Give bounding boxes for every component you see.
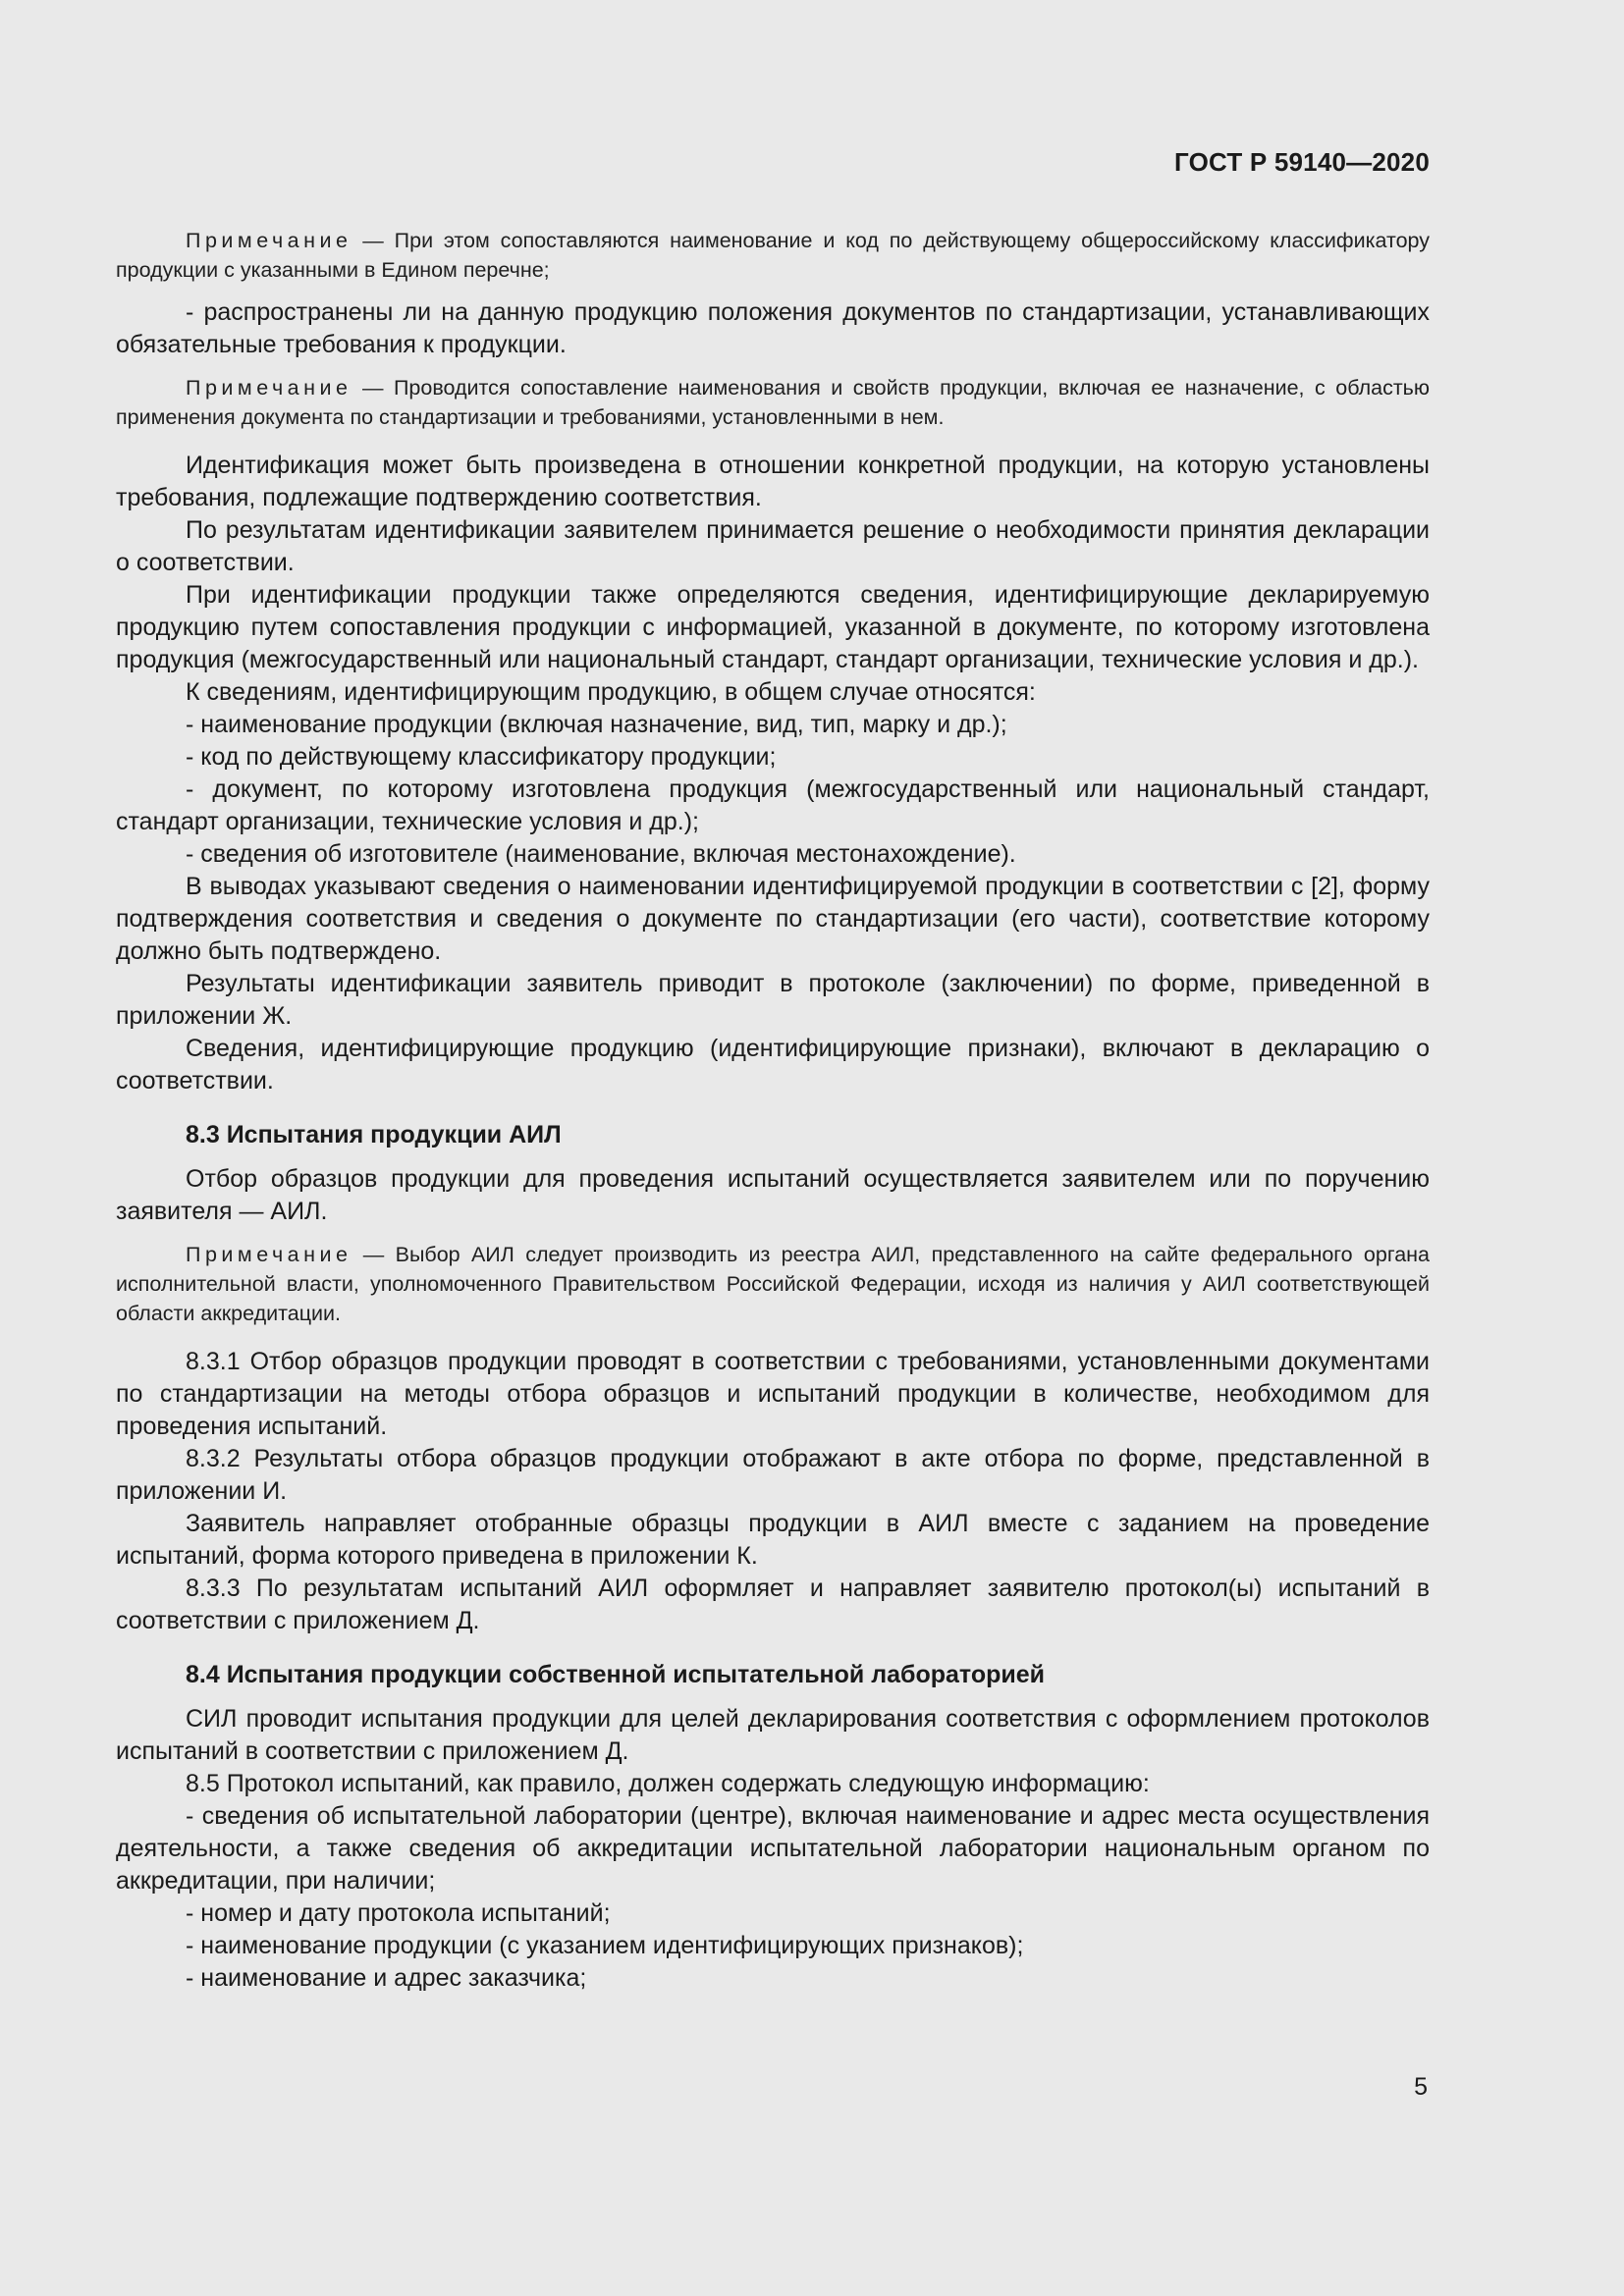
list-item: - код по действующему классификатору продукции; (186, 743, 777, 771)
body-paragraph: Сведения, идентифицирующие продукцию (идентифицирующие признаки), включают в декларацию о соответствии. (116, 1035, 1430, 1095)
list-item: - документ, по которому изготовлена продукция (межгосударственный или национальный стандарт, стандарт организации, технические условия и др.); (116, 775, 1430, 835)
document-body (116, 226, 1430, 1995)
section-heading-8-3: 8.3 Испытания продукции АИЛ (186, 1121, 562, 1148)
note-label: Примечание (186, 376, 352, 400)
list-item: - распространены ли на данную продукцию положения документов по стандартизации, устанавливающих обязательные требования к продукции. (116, 298, 1430, 358)
list-item: - номер и дату протокола испытаний; (186, 1899, 611, 1927)
list-item: - наименование продукции (с указанием идентифицирующих признаков); (186, 1932, 1024, 1959)
list-item: - наименование продукции (включая назначение, вид, тип, марку и др.); (186, 711, 1007, 738)
note-label: Примечание (186, 229, 352, 252)
body-paragraph: Результаты идентификации заявитель приводит в протоколе (заключении) по форме, приведенной в приложении Ж. (116, 970, 1430, 1030)
list-item: - сведения об испытательной лаборатории (центре), включая наименование и адрес места осуществления деятельности, а также сведения об аккредитации испытательной лаборатории национальным органом по аккредитации, при наличии; (116, 1802, 1430, 1895)
note-paragraph (116, 373, 1430, 432)
body-paragraph: Идентификация может быть произведена в отношении конкретной продукции, на которую установлены требования, подлежащие подтверждению соответствия. (116, 452, 1430, 511)
body-paragraph: 8.3.1 Отбор образцов продукции проводят в соответствии с требованиями, установленными документами по стандартизации на методы отбора образцов и испытаний продукции в количестве, необходимом для проведения испытаний. (116, 1348, 1430, 1440)
body-paragraph: В выводах указывают сведения о наименовании идентифицируемой продукции в соответствии с [2], форму подтверждения соответствия и сведения о документе по стандартизации (его части), соответствие которому должно быть подтверждено. (116, 873, 1430, 965)
body-paragraph: К сведениям, идентифицирующим продукцию, в общем случае относятся: (186, 678, 1036, 706)
body-paragraph: 8.5 Протокол испытаний, как правило, должен содержать следующую информацию: (186, 1770, 1150, 1797)
list-item: - сведения об изготовителе (наименование, включая местонахождение). (186, 840, 1016, 868)
body-paragraph: При идентификации продукции также определяются сведения, идентифицирующие декларируемую продукцию путем сопоставления продукции с информацией, указанной в документе, по которому изготовлена продукция (межгосударственный или национальный стандарт, стандарт организации, технические условия и др.). (116, 581, 1430, 673)
note-paragraph (116, 226, 1430, 285)
note-text: — При этом сопоставляются наименование и код по действующему общероссийскому классификатору продукции с указанными в Едином перечне; (116, 229, 1430, 282)
note-text: — Выбор АИЛ следует производить из реестра АИЛ, представленного на сайте федерального органа исполнительной власти, уполномоченного Правительством Российской Федерации, исходя из наличия у АИЛ соответствующей области аккредитации. (116, 1243, 1430, 1325)
body-paragraph: 8.3.3 По результатам испытаний АИЛ оформляет и направляет заявителю протокол(ы) испытаний в соответствии с приложением Д. (116, 1575, 1430, 1634)
standard-code-header: ГОСТ Р 59140—2020 (1174, 147, 1430, 177)
body-paragraph: Заявитель направляет отобранные образцы продукции в АИЛ вместе с заданием на проведение испытаний, форма которого приведена в приложении К. (116, 1510, 1430, 1570)
body-paragraph: По результатам идентификации заявителем принимается решение о необходимости принятия декларации о соответствии. (116, 516, 1430, 576)
section-heading-8-4: 8.4 Испытания продукции собственной испытательной лабораторией (186, 1661, 1046, 1688)
note-text: — Проводится сопоставление наименования и свойств продукции, включая ее назначение, с областью применения документа по стандартизации и требованиями, установленными в нем. (116, 376, 1430, 429)
page-number: 5 (1414, 2073, 1428, 2101)
body-paragraph: 8.3.2 Результаты отбора образцов продукции отображают в акте отбора по форме, представленной в приложении И. (116, 1445, 1430, 1505)
note-label: Примечание (186, 1243, 352, 1266)
body-paragraph: Отбор образцов продукции для проведения испытаний осуществляется заявителем или по поручению заявителя — АИЛ. (116, 1165, 1430, 1225)
note-paragraph (116, 1240, 1430, 1328)
body-paragraph: СИЛ проводит испытания продукции для целей декларирования соответствия с оформлением протоколов испытаний в соответствии с приложением Д. (116, 1705, 1430, 1765)
list-item: - наименование и адрес заказчика; (186, 1964, 587, 1992)
